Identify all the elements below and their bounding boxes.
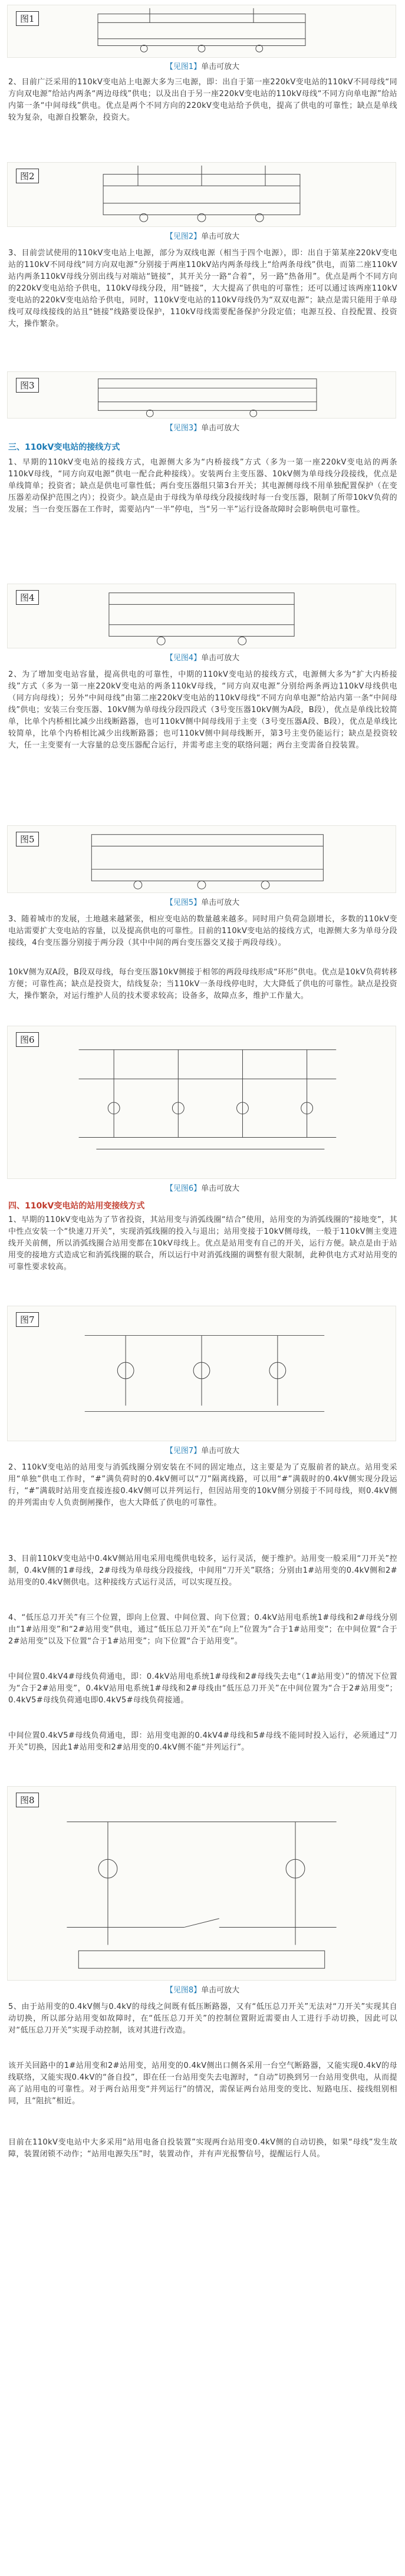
paragraph-station-3: 3、目前110kV变电站中0.4kV侧站用电采用电缆供电较多，运行灵活，便于维护。站用变一般采用“刀开关”控制，0.4kV侧的1#母线，2#母线为单母线分段接线，中间用“刀开关”联络；分别由1#站用变的0.4kV侧和2#站用变的0.4kV侧供电。这种接线方式运行灵活，可以实现互投。 (8, 1554, 397, 1587)
paragraph-station-7: 5、由于站用变的0.4kV侧与0.4kV的母线之间既有低压断路器，又有“低压总刀开关”无法对“刀开关”实现其自动切换，所以部分站用变如故障时，在“低压总刀开关”的控制位置附近需要由人工进行手动切换，因此可以对“低压总刀开关”实现手动控制，该对其进行改造。 (8, 2002, 397, 2035)
figure-label: 图7 (16, 1312, 39, 1327)
zoom-hint-1[interactable] (0, 60, 405, 71)
figure-2[interactable] (7, 162, 396, 227)
figure-label: 图6 (16, 1032, 39, 1047)
figure-5[interactable] (7, 825, 396, 893)
section-heading-3: 三、110kV变电站的接线方式 (8, 443, 120, 452)
paragraph-wiring-2: 2、为了增加变电站容量，提高供电的可靠性，中期的110kV变电站的接线方式，电源侧大多为“扩大内桥接线”方式（多为一第一座220kV变电站的两条110kV母线，“同方向双电源”分别给两条两边110kV母线供电（同方向母线）；另外“中间母线”由第二座220kV变电站的110kV母线“不同方向单电源”给站内第一条“中间母线”供电；安装三台变压器、10kV侧为单母线分段四段式（3号变压器10kV侧为A段，B段），优点是单线比较简单，比单个内桥相比减少出线断路器，也可110kV侧中间母线用于主变（3号变压器A段、B段），优点是单线比较简单，比单个内桥相比减少出线断路器；也可110kV侧中间母线断开，第3号主变仍能运行；缺点是投资较大，任一主变要有一大容量的总变压器配合运行，并需考虑主变的联络问题；两台主变需备自投装置。 (8, 670, 397, 750)
zoom-hint-5[interactable] (0, 896, 405, 907)
figure-label: 图2 (16, 169, 39, 183)
figure-6[interactable] (7, 1026, 396, 1179)
figure-label: 图1 (16, 11, 39, 26)
zoom-hint-8[interactable] (0, 1984, 405, 1995)
paragraph-power-3: 3、目前尝试使用的110kV变电站上电源，部分为双线电源（相当于四个电源），即：出自于第某座220kV变电站的110kV不同母线“同方向双电源”分别接于两座110kV站内两条母线上“给两条母线”供电，而第二座110kV站内两条110kV母线分别出线与对端站“链接”，其开关分一路“合着”，另一路“热备用”。优点是两个不同方向的220kV变电站给予供电，110kV母线分段，用“链接”，大大提高了供电的可靠性；还可以通过该两座110kV变电站的220kV变电站给予供电，同时，110kV变电站的110kV母线仍为“双双电源”；缺点是需只能用于单母线可双母线接线的站且“链接”线路要设保护，110kV母线需要配备保护分段定值；电源互投、自投配置、投资大，操作繁杂。 (8, 249, 397, 328)
zoom-hint-text: 【见图2】 (165, 232, 202, 241)
circuit-diagram-1 (8, 5, 396, 57)
zoom-hint-6[interactable] (0, 1182, 405, 1193)
zoom-hint-4[interactable] (0, 651, 405, 663)
figure-8[interactable] (7, 1786, 396, 1981)
figure-label: 图3 (16, 378, 39, 393)
zoom-hint-text: 【见图5】 (165, 898, 202, 907)
figure-3[interactable] (7, 371, 396, 419)
figure-7[interactable] (7, 1306, 396, 1441)
section-heading-4: 四、110kV变电站的站用变接线方式 (8, 1201, 145, 1211)
zoom-link[interactable]: 单击可放大 (201, 898, 240, 907)
zoom-link[interactable]: 单击可放大 (201, 1184, 240, 1193)
paragraph-wiring-1: 1、早期的110kV变电站的接线方式，电源侧大多为“内桥接线”方式（多为一第一座220kV变电站的两条110kV母线，“同方向双电源”供电一配合此种接线）。安装两台主变压器、10kV侧为单母线分段接线，优点是单线简单；投资省；缺点是供电可靠性低；两台变压器组只第3台开关；其电源侧母线不用单独配置保护（在变压器差动保护范围之内）；投资少。缺点是由于母线为单母线分段接线时每一台变压器，限制了所带10kV负荷的发展；当一台变压器在工作时，需要站内“一半”停电，当“另一半”运行设备故障时会影响供电可靠性。 (8, 458, 397, 514)
paragraph-station-8: 该开关回路中的1#站用变和2#站用变，站用变的0.4kV侧出口侧各采用一台空气断路器，又能实现0.4kV的母线联络，又能实现0.4kV的“备自投”，即在任一台站用变失去电源时，“自动”切换到另一台站用变供电，从而提高了站用电的可靠性。对于两台站用变“并列运行”的情况，需保证两台站用变的变比、短路电压、接线组别相同，且“阻抗”相近。 (8, 2061, 397, 2106)
figure-label: 图4 (16, 590, 39, 605)
paragraph-power-2: 2、目前广泛采用的110kV变电站上电源大多为三电源，即：出自于第一座220kV变电站的110kV不同母线“同方向双电源”给站内两条“两边母线”供电；以及出自于另一座220kV变电站的110kV母线“不同方向单电源”给站内第一条“中间母线”供电。优点是两个不同方向的220kV变电站给予供电，提高了供电的可靠性；缺点是单线较为复杂，电源自投繁杂，投资大。 (8, 78, 397, 122)
circuit-diagram-6 (8, 1026, 396, 1178)
figure-label: 图8 (16, 1793, 39, 1807)
figure-1[interactable] (7, 5, 396, 58)
zoom-hint-3[interactable] (0, 421, 405, 433)
zoom-link[interactable]: 单击可放大 (201, 1447, 240, 1455)
paragraph-station-4: 4、“低压总刀开关”有三个位置，即向上位置、中间位置、向下位置；0.4kV站用电系统1#母线和2#母线分别由“1#站用变”和“2#站用变”供电，通过“低压总刀开关”在“向上”位置为“合于1#站用变”；在中间位置“合于2#站用变”以及下位置“合于1#站用变”；向下位置“合于站用变”。 (8, 1613, 397, 1646)
zoom-hint-text: 【见图8】 (165, 1986, 202, 1995)
figure-4[interactable] (7, 584, 396, 648)
zoom-hint-text: 【见图1】 (165, 62, 202, 71)
zoom-hint-text: 【见图3】 (165, 424, 202, 433)
zoom-hint-text: 【见图6】 (165, 1184, 202, 1193)
circuit-diagram-4 (8, 584, 396, 648)
circuit-diagram-5 (8, 826, 396, 892)
zoom-link[interactable]: 单击可放大 (201, 232, 240, 241)
zoom-link[interactable]: 单击可放大 (201, 424, 240, 433)
paragraph-station-9: 目前在110kV变电站中大多采用“站用电备自投装置”实现两台站用变0.4kV侧的自动切换，如果“母线”发生故障，装置闭锁不动作；“站用电源失压”时，装置动作，并有声光报警信号，提醒运行人员。 (8, 2138, 397, 2159)
paragraph-wiring-3c: 10kV侧为双A段，B段双母线，每台变压器10kV侧接于相邻的两段母线形成“环形”供电。优点是10kV负荷转移方便；可靠性高；缺点是投资大，结线复杂；当110kV一条母线停电时，大大降低了供电的可靠性。缺点是投资大，操作繁杂，对运行维护人员的技术要求较高；设备多，故障点多，维护工作量大。 (8, 968, 397, 1000)
paragraph-wiring-3: 3、随着城市的发展，土地越来越紧张，相应变电站的数量越来越多。同时用户负荷急剧增长，多数的110kV变电站需要扩大变电站的容量，以及提高供电的可靠性。目前的110kV变电站的接线方式，电源侧大多为单母分段接线，4台变压器分别接于两分段（其中中间的两台变压器交叉接于两段母线）。 (8, 915, 397, 947)
circuit-diagram-8 (8, 1787, 396, 1980)
paragraph-station-6: 中间位置0.4kV5#母线负荷通电，即：站用变电源的0.4kV4#母线和5#母线不能同时投入运行，必须通过“刀开关”切换，因此1#站用变和2#站用变的0.4kV侧不能“并列运行”。 (8, 1731, 397, 1752)
circuit-diagram-7 (8, 1306, 396, 1441)
zoom-hint-text: 【见图7】 (165, 1447, 202, 1455)
zoom-link[interactable]: 单击可放大 (201, 1986, 240, 1995)
zoom-link[interactable]: 单击可放大 (201, 62, 240, 71)
zoom-link[interactable]: 单击可放大 (201, 654, 240, 663)
circuit-diagram-3 (8, 372, 396, 418)
figure-label: 图5 (16, 832, 39, 846)
paragraph-station-1: 1、早期的110kV变电站为了节省投资，其站用变与消弧线圈“结合”使用，站用变的为消弧线圈的“接地变”，其中性点安装一个“快速刀开关”，实现消弧线圈的投入与退出；站用变接于10kV侧母线，一般于110kV侧主变进线开关前侧，所以消弧线圈合站用变都在10kV母线上。优点是站用变有自己的开关，运行方便。缺点是由于站用变的接地方式造成它和消弧线圈的联合，所以运行中对消弧线圈的调整有很大限制，此种供电方式对站用变的可靠性要求较高。 (8, 1215, 397, 1271)
circuit-diagram-2 (8, 163, 396, 226)
paragraph-station-2: 2、110kV变电站的站用变与消弧线圈分别安装在不同的固定地点，这主要是为了克服前者的缺点。站用变采用“单独”供电工作时，“#”满负荷时的0.4kV侧可以“刀”隔离线路，可以用“#”满载时的0.4kV侧实现分段运行，“#”满载时站用变直接连接0.4kV侧可以并列运行，但因站用变的10kV侧分别接于不同母线，则0.4kV侧的并列需由专人负责倒闸操作，也大大降低了供电的可靠性。 (8, 1463, 397, 1507)
zoom-hint-2[interactable] (0, 230, 405, 241)
zoom-hint-7[interactable] (0, 1444, 405, 1455)
paragraph-station-5: 中间位置0.4kV4#母线负荷通电，即：0.4kV站用电系统1#母线和2#母线失去电“（1#站用变）”的情况下位置为“合于2#站用变”，0.4kV站用电系统1#母线和2#母线由“低压总刀开关”在中间位置为“合于2#站用变”；0.4kV5#母线负荷通电即0.4kV5#母线负荷接通。 (8, 1672, 397, 1705)
zoom-hint-text: 【见图4】 (165, 654, 202, 663)
